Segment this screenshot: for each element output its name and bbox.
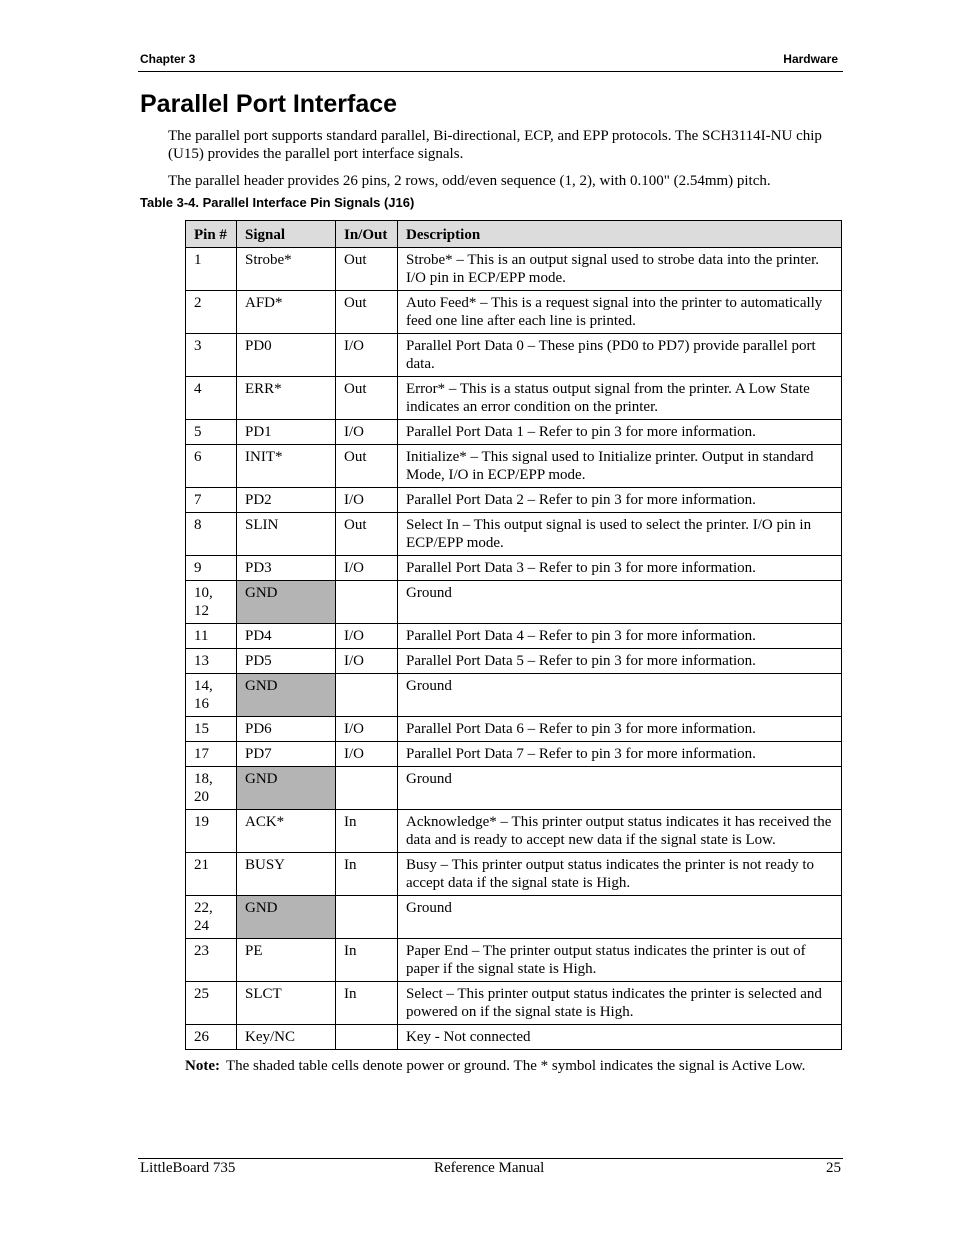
in-out-cell: I/O <box>336 488 398 513</box>
description-cell: Error* – This is a status output signal from the printer. A Low State indicates an error condition on the printer. <box>398 377 842 420</box>
pin-cell: 5 <box>186 420 237 445</box>
in-out-cell: I/O <box>336 556 398 581</box>
footer-product: LittleBoard 735 <box>140 1160 236 1176</box>
pin-cell: 2 <box>186 291 237 334</box>
description-cell: Parallel Port Data 2 – Refer to pin 3 for more information. <box>398 488 842 513</box>
signal-cell: GND <box>237 674 336 717</box>
intro-paragraph: The parallel port supports standard parallel, Bi-directional, ECP, and EPP protocols. The SCH3114I-NU chip (U15) provides the parallel port interface signals. <box>168 128 822 162</box>
signal-cell: ERR* <box>237 377 336 420</box>
page-title: Parallel Port Interface <box>140 90 398 118</box>
section-label: Hardware <box>783 52 838 66</box>
description-cell: Ground <box>398 581 842 624</box>
description-cell: Parallel Port Data 7 – Refer to pin 3 for more information. <box>398 742 842 767</box>
signal-cell: PE <box>237 939 336 982</box>
table-row <box>186 624 842 649</box>
in-out-cell: I/O <box>336 649 398 674</box>
table-body <box>186 248 842 1050</box>
description-cell: Parallel Port Data 1 – Refer to pin 3 for more information. <box>398 420 842 445</box>
in-out-cell <box>336 674 398 717</box>
column-header-description: Description <box>398 221 842 248</box>
page-number: 25 <box>826 1160 841 1176</box>
pin-cell: 13 <box>186 649 237 674</box>
pin-cell: 11 <box>186 624 237 649</box>
signal-cell: GND <box>237 581 336 624</box>
description-cell: Parallel Port Data 6 – Refer to pin 3 for more information. <box>398 717 842 742</box>
description-cell: Ground <box>398 767 842 810</box>
signal-cell: SLCT <box>237 982 336 1025</box>
table-row <box>186 488 842 513</box>
signal-cell: PD2 <box>237 488 336 513</box>
pin-cell: 6 <box>186 445 237 488</box>
pin-cell: 17 <box>186 742 237 767</box>
table-note <box>185 1058 845 1075</box>
description-cell: Key - Not connected <box>398 1025 842 1050</box>
table-row <box>186 742 842 767</box>
pin-cell: 9 <box>186 556 237 581</box>
table-row <box>186 982 842 1025</box>
pin-cell: 19 <box>186 810 237 853</box>
signal-cell: ACK* <box>237 810 336 853</box>
description-cell: Select – This printer output status indicates the printer is selected and powered on if the signal state is High. <box>398 982 842 1025</box>
in-out-cell: I/O <box>336 334 398 377</box>
in-out-cell <box>336 581 398 624</box>
column-header-pin: Pin # <box>186 221 237 248</box>
table-row <box>186 291 842 334</box>
in-out-cell: Out <box>336 248 398 291</box>
signal-cell: INIT* <box>237 445 336 488</box>
in-out-cell: In <box>336 810 398 853</box>
in-out-cell: I/O <box>336 717 398 742</box>
header-spec-paragraph: The parallel header provides 26 pins, 2 rows, odd/even sequence (1, 2), with 0.100" (2.54mm) pitch. <box>168 173 771 189</box>
description-cell: Acknowledge* – This printer output status indicates it has received the data and is ready to accept new data if the signal state is Low. <box>398 810 842 853</box>
column-header-signal: Signal <box>237 221 336 248</box>
pin-cell: 1 <box>186 248 237 291</box>
pin-cell: 10, 12 <box>186 581 237 624</box>
header-rule <box>138 71 843 72</box>
table-row <box>186 767 842 810</box>
description-cell: Ground <box>398 674 842 717</box>
signal-cell: PD4 <box>237 624 336 649</box>
description-cell: Auto Feed* – This is a request signal into the printer to automatically feed one line after each line is printed. <box>398 291 842 334</box>
table-row <box>186 334 842 377</box>
pin-cell: 15 <box>186 717 237 742</box>
description-cell: Parallel Port Data 5 – Refer to pin 3 for more information. <box>398 649 842 674</box>
signal-cell: Strobe* <box>237 248 336 291</box>
table-row <box>186 717 842 742</box>
table-row <box>186 556 842 581</box>
in-out-cell: I/O <box>336 420 398 445</box>
signal-cell: PD6 <box>237 717 336 742</box>
table-row <box>186 810 842 853</box>
footer-rule <box>138 1158 843 1159</box>
signal-cell: Key/NC <box>237 1025 336 1050</box>
chapter-label: Chapter 3 <box>140 52 196 66</box>
description-cell: Parallel Port Data 0 – These pins (PD0 to PD7) provide parallel port data. <box>398 334 842 377</box>
signal-cell: BUSY <box>237 853 336 896</box>
description-cell: Parallel Port Data 4 – Refer to pin 3 for more information. <box>398 624 842 649</box>
in-out-cell <box>336 896 398 939</box>
table-row <box>186 248 842 291</box>
in-out-cell: In <box>336 982 398 1025</box>
signal-cell: GND <box>237 896 336 939</box>
signal-cell: AFD* <box>237 291 336 334</box>
signal-cell: PD3 <box>237 556 336 581</box>
pin-cell: 4 <box>186 377 237 420</box>
table-row <box>186 1025 842 1050</box>
table-row <box>186 420 842 445</box>
pin-cell: 26 <box>186 1025 237 1050</box>
description-cell: Select In – This output signal is used to select the printer. I/O pin in ECP/EPP mode. <box>398 513 842 556</box>
table-row <box>186 377 842 420</box>
in-out-cell <box>336 767 398 810</box>
in-out-cell: In <box>336 853 398 896</box>
in-out-cell: Out <box>336 291 398 334</box>
in-out-cell: I/O <box>336 624 398 649</box>
table-row <box>186 649 842 674</box>
pin-cell: 3 <box>186 334 237 377</box>
signal-cell: PD1 <box>237 420 336 445</box>
pin-signals-table <box>185 220 842 1050</box>
signal-cell: GND <box>237 767 336 810</box>
pin-cell: 18, 20 <box>186 767 237 810</box>
in-out-cell: Out <box>336 513 398 556</box>
signal-cell: PD5 <box>237 649 336 674</box>
table-row <box>186 896 842 939</box>
description-cell: Initialize* – This signal used to Initialize printer. Output in standard Mode, I/O in ECP/EPP mode. <box>398 445 842 488</box>
pin-cell: 22, 24 <box>186 896 237 939</box>
pin-cell: 23 <box>186 939 237 982</box>
in-out-cell: I/O <box>336 742 398 767</box>
table-row <box>186 674 842 717</box>
pin-cell: 8 <box>186 513 237 556</box>
pin-cell: 21 <box>186 853 237 896</box>
table-row <box>186 513 842 556</box>
pin-cell: 25 <box>186 982 237 1025</box>
signal-cell: PD7 <box>237 742 336 767</box>
description-cell: Strobe* – This is an output signal used to strobe data into the printer. I/O pin in ECP/EPP mode. <box>398 248 842 291</box>
pin-cell: 14, 16 <box>186 674 237 717</box>
signal-cell: PD0 <box>237 334 336 377</box>
note-label: Note: <box>185 1058 220 1074</box>
note-text: The shaded table cells denote power or ground. The * symbol indicates the signal is Active Low. <box>225 1058 806 1074</box>
column-header-in-out: In/Out <box>336 221 398 248</box>
table-row <box>186 445 842 488</box>
description-cell: Paper End – The printer output status indicates the printer is out of paper if the signal state is High. <box>398 939 842 982</box>
table-caption: Table 3-4. Parallel Interface Pin Signals (J16) <box>140 195 415 210</box>
in-out-cell: Out <box>336 445 398 488</box>
pin-cell: 7 <box>186 488 237 513</box>
table-row <box>186 581 842 624</box>
in-out-cell: In <box>336 939 398 982</box>
in-out-cell <box>336 1025 398 1050</box>
table-row <box>186 939 842 982</box>
in-out-cell: Out <box>336 377 398 420</box>
description-cell: Ground <box>398 896 842 939</box>
table-row <box>186 853 842 896</box>
footer-document: Reference Manual <box>434 1160 545 1176</box>
description-cell: Parallel Port Data 3 – Refer to pin 3 for more information. <box>398 556 842 581</box>
table-header-row <box>186 221 842 248</box>
signal-cell: SLIN <box>237 513 336 556</box>
description-cell: Busy – This printer output status indicates the printer is not ready to accept data if the signal state is High. <box>398 853 842 896</box>
